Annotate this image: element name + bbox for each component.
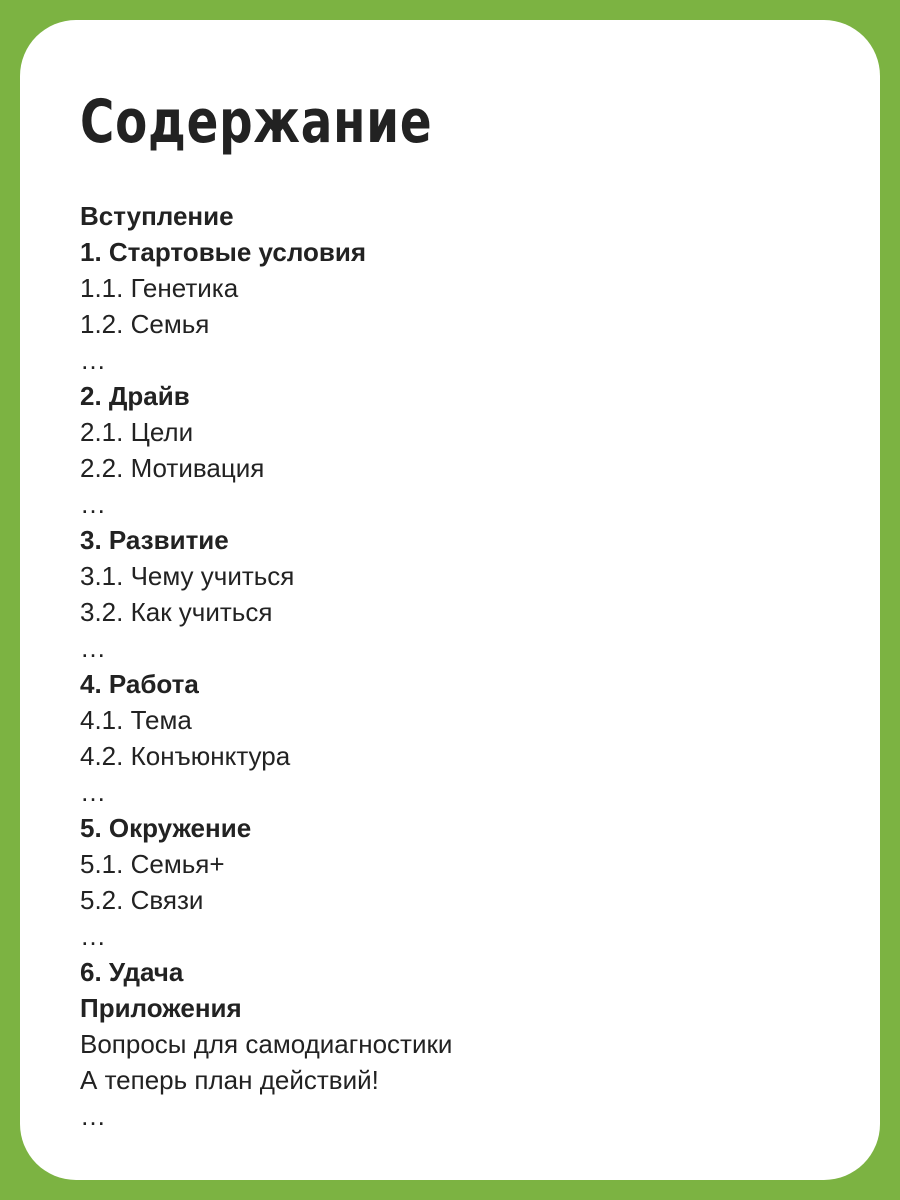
toc-item: 1. Стартовые условия xyxy=(80,237,367,267)
toc-ellipsis: … xyxy=(80,633,106,663)
toc-item: 2.2. Мотивация xyxy=(80,453,265,483)
toc-ellipsis: … xyxy=(80,1101,106,1131)
toc-item: 3.2. Как учиться xyxy=(80,597,273,627)
toc-item: А теперь план действий! xyxy=(80,1065,379,1095)
toc-item: 3. Развитие xyxy=(80,525,229,555)
toc-ellipsis: … xyxy=(80,489,106,519)
page-title: Содержание xyxy=(80,87,433,157)
toc-item: Приложения xyxy=(80,993,242,1023)
toc-ellipsis: … xyxy=(80,345,106,375)
toc-item: 3.1. Чему учиться xyxy=(80,561,295,591)
toc-item: 2. Драйв xyxy=(80,381,190,411)
toc-item: 6. Удача xyxy=(80,957,184,987)
toc-item: 4. Работа xyxy=(80,669,199,699)
toc-item: 1.1. Генетика xyxy=(80,273,239,303)
toc-item: 5. Окружение xyxy=(80,813,252,843)
toc-ellipsis: … xyxy=(80,777,106,807)
toc-item: 5.1. Семья+ xyxy=(80,849,225,879)
toc-item: 5.2. Связи xyxy=(80,885,204,915)
page-card xyxy=(20,20,880,1180)
toc-item: 4.2. Конъюнктура xyxy=(80,741,291,771)
toc-item: Вопросы для самодиагностики xyxy=(80,1029,453,1059)
table-of-contents xyxy=(80,198,452,1134)
toc-item: 1.2. Семья xyxy=(80,309,210,339)
toc-item: Вступление xyxy=(80,201,234,231)
toc-item: 2.1. Цели xyxy=(80,417,194,447)
toc-item: 4.1. Тема xyxy=(80,705,192,735)
toc-ellipsis: … xyxy=(80,921,106,951)
